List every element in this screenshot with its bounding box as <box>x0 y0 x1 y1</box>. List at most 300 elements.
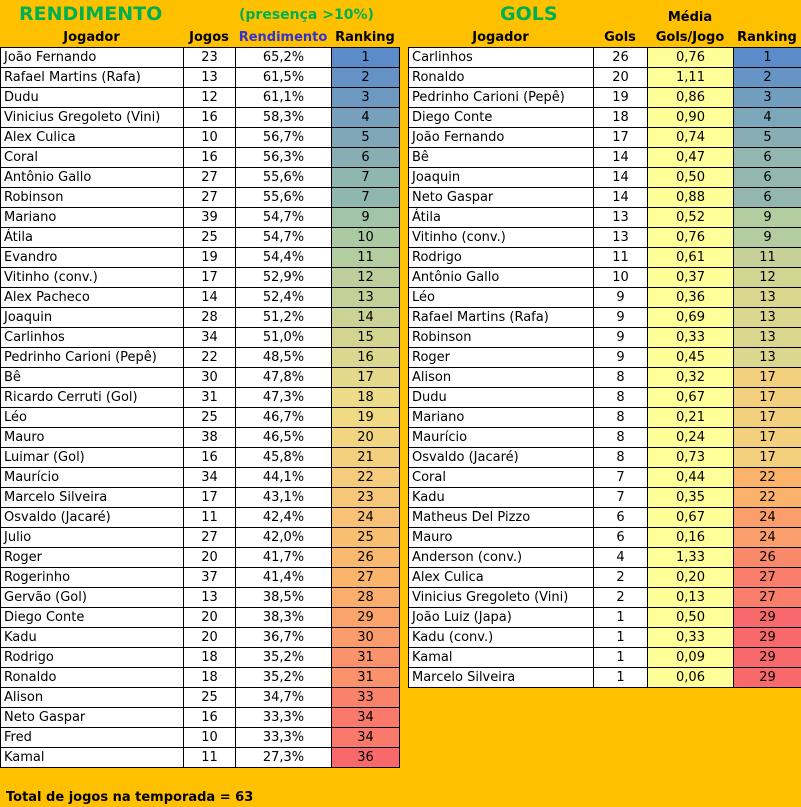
goals-per-game: 1,33 <box>648 548 734 568</box>
player-name: Rogerinho <box>1 568 184 588</box>
player-name: Léo <box>1 408 184 428</box>
table-row <box>409 228 801 248</box>
player-name: Antônio Gallo <box>409 268 594 288</box>
ranking-cell: 26 <box>734 548 801 568</box>
games-count: 11 <box>184 748 236 768</box>
player-name: Maurício <box>1 468 184 488</box>
player-name: Carlinhos <box>409 48 594 68</box>
ranking-cell: 17 <box>734 388 801 408</box>
ranking-cell: 29 <box>734 608 801 628</box>
ranking-cell: 27 <box>734 568 801 588</box>
games-count: 25 <box>184 688 236 708</box>
table-row <box>1 68 400 88</box>
table-row <box>409 388 801 408</box>
goals-per-game: 0,37 <box>648 268 734 288</box>
table-row <box>409 368 801 388</box>
ranking-cell: 7 <box>332 188 400 208</box>
ranking-cell: 2 <box>332 68 400 88</box>
ranking-cell: 9 <box>332 208 400 228</box>
rendimento-percent: 35,2% <box>236 648 332 668</box>
goals-count: 1 <box>594 628 648 648</box>
table-row <box>1 108 400 128</box>
games-count: 12 <box>184 88 236 108</box>
goals-per-game: 0,20 <box>648 568 734 588</box>
player-name: João Fernando <box>409 128 594 148</box>
table-row <box>409 628 801 648</box>
goals-per-game: 0,32 <box>648 368 734 388</box>
ranking-cell: 21 <box>332 448 400 468</box>
table-row <box>409 508 801 528</box>
player-name: Vitinho (conv.) <box>1 268 184 288</box>
ranking-cell: 13 <box>734 308 801 328</box>
goals-count: 7 <box>594 468 648 488</box>
rendimento-percent: 56,3% <box>236 148 332 168</box>
table-row <box>409 608 801 628</box>
player-name: Marcelo Silveira <box>1 488 184 508</box>
player-name: Alex Culica <box>409 568 594 588</box>
rendimento-percent: 47,3% <box>236 388 332 408</box>
player-name: Diego Conte <box>1 608 184 628</box>
ranking-cell: 24 <box>734 528 801 548</box>
ranking-cell: 27 <box>734 588 801 608</box>
games-count: 11 <box>184 508 236 528</box>
goals-per-game: 0,74 <box>648 128 734 148</box>
player-name: Kamal <box>1 748 184 768</box>
ranking-cell: 11 <box>734 248 801 268</box>
table-row <box>409 248 801 268</box>
player-name: Rodrigo <box>409 248 594 268</box>
ranking-cell: 22 <box>734 468 801 488</box>
table-row <box>1 708 400 728</box>
ranking-cell: 28 <box>332 588 400 608</box>
goals-per-game: 0,52 <box>648 208 734 228</box>
ranking-cell: 24 <box>734 508 801 528</box>
col-header-rendimento: Rendimento <box>238 30 328 45</box>
table-row <box>1 728 400 748</box>
player-name: Vitinho (conv.) <box>409 228 594 248</box>
table-row <box>409 588 801 608</box>
games-count: 18 <box>184 648 236 668</box>
table-row <box>409 288 801 308</box>
ranking-cell: 30 <box>332 628 400 648</box>
player-name: Mariano <box>1 208 184 228</box>
table-row <box>1 188 400 208</box>
goals-per-game: 0,76 <box>648 48 734 68</box>
col-header-gols-por-jogo: Gols/Jogo <box>655 30 725 45</box>
table-row <box>409 468 801 488</box>
rendimento-percent: 46,5% <box>236 428 332 448</box>
ranking-cell: 26 <box>332 548 400 568</box>
goals-count: 8 <box>594 388 648 408</box>
total-games-label: Total de jogos na temporada = <box>6 790 231 805</box>
player-name: Rafael Martins (Rafa) <box>1 68 184 88</box>
table-row <box>409 68 801 88</box>
player-name: Osvaldo (Jacaré) <box>409 448 594 468</box>
ranking-cell: 5 <box>734 128 801 148</box>
table-row <box>409 168 801 188</box>
table-row <box>409 208 801 228</box>
ranking-cell: 4 <box>734 108 801 128</box>
player-name: Alex Pacheco <box>1 288 184 308</box>
goals-per-game: 0,06 <box>648 668 734 688</box>
gols-title: GOLS <box>500 3 558 25</box>
rendimento-percent: 41,4% <box>236 568 332 588</box>
rendimento-percent: 61,1% <box>236 88 332 108</box>
player-name: Roger <box>1 548 184 568</box>
table-row <box>409 428 801 448</box>
games-count: 38 <box>184 428 236 448</box>
rendimento-percent: 43,1% <box>236 488 332 508</box>
ranking-cell: 19 <box>332 408 400 428</box>
player-name: Roger <box>409 348 594 368</box>
goals-count: 9 <box>594 308 648 328</box>
player-name: Rafael Martins (Rafa) <box>409 308 594 328</box>
games-count: 31 <box>184 388 236 408</box>
table-row <box>409 568 801 588</box>
player-name: Marcelo Silveira <box>409 668 594 688</box>
goals-count: 11 <box>594 248 648 268</box>
table-row <box>1 688 400 708</box>
goals-count: 8 <box>594 368 648 388</box>
rendimento-percent: 52,4% <box>236 288 332 308</box>
games-count: 10 <box>184 728 236 748</box>
goals-per-game: 0,76 <box>648 228 734 248</box>
games-count: 37 <box>184 568 236 588</box>
ranking-cell: 12 <box>332 268 400 288</box>
goals-count: 9 <box>594 348 648 368</box>
player-name: Mariano <box>409 408 594 428</box>
games-count: 20 <box>184 548 236 568</box>
goals-per-game: 0,24 <box>648 428 734 448</box>
table-row <box>1 668 400 688</box>
media-label: Média <box>667 10 713 25</box>
rendimento-percent: 54,7% <box>236 228 332 248</box>
goals-count: 8 <box>594 428 648 448</box>
rendimento-percent: 55,6% <box>236 168 332 188</box>
table-row <box>409 308 801 328</box>
goals-count: 14 <box>594 148 648 168</box>
col-header-jogador: Jogador <box>63 30 120 45</box>
player-name: Fred <box>1 728 184 748</box>
goals-per-game: 0,88 <box>648 188 734 208</box>
player-name: Coral <box>1 148 184 168</box>
ranking-cell: 2 <box>734 68 801 88</box>
rendimento-table <box>0 47 400 768</box>
table-row <box>1 448 400 468</box>
games-count: 34 <box>184 328 236 348</box>
rendimento-title: RENDIMENTO <box>19 3 163 25</box>
player-name: Neto Gaspar <box>1 708 184 728</box>
rendimento-percent: 54,7% <box>236 208 332 228</box>
goals-count: 1 <box>594 668 648 688</box>
ranking-cell: 13 <box>332 288 400 308</box>
table-row <box>409 128 801 148</box>
ranking-cell: 16 <box>332 348 400 368</box>
player-name: Dudu <box>1 88 184 108</box>
goals-count: 8 <box>594 408 648 428</box>
goals-per-game: 0,35 <box>648 488 734 508</box>
games-count: 28 <box>184 308 236 328</box>
rendimento-percent: 55,6% <box>236 188 332 208</box>
rendimento-percent: 46,7% <box>236 408 332 428</box>
player-name: Neto Gaspar <box>409 188 594 208</box>
player-name: Dudu <box>409 388 594 408</box>
ranking-cell: 11 <box>332 248 400 268</box>
rendimento-percent: 42,4% <box>236 508 332 528</box>
table-row <box>1 748 400 768</box>
goals-count: 26 <box>594 48 648 68</box>
ranking-cell: 27 <box>332 568 400 588</box>
rendimento-percent: 34,7% <box>236 688 332 708</box>
ranking-cell: 34 <box>332 728 400 748</box>
table-row <box>1 608 400 628</box>
goals-per-game: 0,61 <box>648 248 734 268</box>
player-name: Bê <box>409 148 594 168</box>
table-row <box>409 188 801 208</box>
total-games <box>6 790 253 805</box>
goals-count: 9 <box>594 288 648 308</box>
ranking-cell: 22 <box>734 488 801 508</box>
ranking-cell: 25 <box>332 528 400 548</box>
games-count: 25 <box>184 228 236 248</box>
player-name: Robinson <box>409 328 594 348</box>
goals-count: 2 <box>594 588 648 608</box>
player-name: João Fernando <box>1 48 184 68</box>
col-header-jogos: Jogos <box>189 30 229 45</box>
ranking-cell: 31 <box>332 668 400 688</box>
games-count: 19 <box>184 248 236 268</box>
table-row <box>409 348 801 368</box>
rendimento-percent: 54,4% <box>236 248 332 268</box>
player-name: Anderson (conv.) <box>409 548 594 568</box>
games-count: 14 <box>184 288 236 308</box>
player-name: Matheus Del Pizzo <box>409 508 594 528</box>
goals-per-game: 0,90 <box>648 108 734 128</box>
table-row <box>1 168 400 188</box>
ranking-cell: 4 <box>332 108 400 128</box>
rendimento-percent: 38,5% <box>236 588 332 608</box>
table-row <box>409 148 801 168</box>
player-name: Pedrinho Carioni (Pepê) <box>1 348 184 368</box>
ranking-cell: 13 <box>734 328 801 348</box>
games-count: 20 <box>184 608 236 628</box>
ranking-cell: 29 <box>734 628 801 648</box>
table-row <box>1 408 400 428</box>
presence-subtitle: (presença >10%) <box>239 7 374 23</box>
games-count: 39 <box>184 208 236 228</box>
table-row <box>1 208 400 228</box>
games-count: 16 <box>184 108 236 128</box>
table-row <box>1 588 400 608</box>
goals-count: 17 <box>594 128 648 148</box>
player-name: João Luiz (Japa) <box>409 608 594 628</box>
table-row <box>409 108 801 128</box>
rendimento-percent: 35,2% <box>236 668 332 688</box>
games-count: 10 <box>184 128 236 148</box>
rendimento-percent: 51,2% <box>236 308 332 328</box>
player-name: Átila <box>409 208 594 228</box>
ranking-cell: 17 <box>734 408 801 428</box>
table-row <box>1 488 400 508</box>
games-count: 27 <box>184 168 236 188</box>
player-name: Gervão (Gol) <box>1 588 184 608</box>
player-name: Luimar (Gol) <box>1 448 184 468</box>
table-row <box>1 368 400 388</box>
table-row <box>1 48 400 68</box>
ranking-cell: 17 <box>332 368 400 388</box>
table-row <box>409 48 801 68</box>
player-name: Vinicius Gregoleto (Vini) <box>1 108 184 128</box>
rendimento-percent: 27,3% <box>236 748 332 768</box>
col-header-ranking: Ranking <box>335 30 395 45</box>
goals-count: 14 <box>594 188 648 208</box>
goals-per-game: 0,47 <box>648 148 734 168</box>
games-count: 17 <box>184 268 236 288</box>
goals-count: 1 <box>594 608 648 628</box>
col-header-gols: Gols <box>604 30 636 45</box>
ranking-cell: 29 <box>734 668 801 688</box>
ranking-cell: 3 <box>332 88 400 108</box>
games-count: 34 <box>184 468 236 488</box>
games-count: 23 <box>184 48 236 68</box>
games-count: 27 <box>184 528 236 548</box>
ranking-cell: 33 <box>332 688 400 708</box>
col-header-jogador-gols: Jogador <box>472 30 529 45</box>
ranking-cell: 20 <box>332 428 400 448</box>
goals-per-game: 0,36 <box>648 288 734 308</box>
rendimento-percent: 45,8% <box>236 448 332 468</box>
table-row <box>1 128 400 148</box>
ranking-cell: 6 <box>734 188 801 208</box>
ranking-cell: 6 <box>332 148 400 168</box>
ranking-cell: 31 <box>332 648 400 668</box>
games-count: 25 <box>184 408 236 428</box>
ranking-cell: 18 <box>332 388 400 408</box>
player-name: Kadu <box>1 628 184 648</box>
ranking-cell: 17 <box>734 368 801 388</box>
goals-per-game: 0,67 <box>648 388 734 408</box>
player-name: Kamal <box>409 648 594 668</box>
games-count: 20 <box>184 628 236 648</box>
table-row <box>1 468 400 488</box>
goals-count: 10 <box>594 268 648 288</box>
games-count: 13 <box>184 68 236 88</box>
table-row <box>1 268 400 288</box>
goals-per-game: 0,21 <box>648 408 734 428</box>
table-row <box>1 628 400 648</box>
ranking-cell: 24 <box>332 508 400 528</box>
rendimento-percent: 44,1% <box>236 468 332 488</box>
table-row <box>409 668 801 688</box>
player-name: Pedrinho Carioni (Pepê) <box>409 88 594 108</box>
goals-count: 14 <box>594 168 648 188</box>
player-name: Evandro <box>1 248 184 268</box>
col-header-ranking-gols: Ranking <box>737 30 797 45</box>
ranking-cell: 6 <box>734 148 801 168</box>
rendimento-percent: 52,9% <box>236 268 332 288</box>
table-row <box>1 308 400 328</box>
table-row <box>409 328 801 348</box>
ranking-cell: 29 <box>734 648 801 668</box>
ranking-cell: 34 <box>332 708 400 728</box>
goals-count: 1 <box>594 648 648 668</box>
table-row <box>1 548 400 568</box>
ranking-cell: 7 <box>332 168 400 188</box>
ranking-cell: 17 <box>734 428 801 448</box>
ranking-cell: 23 <box>332 488 400 508</box>
ranking-cell: 5 <box>332 128 400 148</box>
player-name: Carlinhos <box>1 328 184 348</box>
ranking-cell: 12 <box>734 268 801 288</box>
goals-count: 19 <box>594 88 648 108</box>
player-name: Osvaldo (Jacaré) <box>1 508 184 528</box>
table-row <box>409 448 801 468</box>
rendimento-percent: 33,3% <box>236 708 332 728</box>
player-name: Kadu <box>409 488 594 508</box>
goals-per-game: 0,13 <box>648 588 734 608</box>
goals-count: 2 <box>594 568 648 588</box>
player-name: Coral <box>409 468 594 488</box>
games-count: 16 <box>184 708 236 728</box>
table-row <box>1 348 400 368</box>
player-name: Ronaldo <box>409 68 594 88</box>
player-name: Léo <box>409 288 594 308</box>
player-name: Diego Conte <box>409 108 594 128</box>
player-name: Vinicius Gregoleto (Vini) <box>409 588 594 608</box>
player-name: Joaquin <box>1 308 184 328</box>
table-row <box>409 488 801 508</box>
player-name: Julio <box>1 528 184 548</box>
goals-per-game: 0,16 <box>648 528 734 548</box>
gols-table <box>408 47 801 688</box>
player-name: Alison <box>1 688 184 708</box>
table-row <box>409 648 801 668</box>
goals-per-game: 0,44 <box>648 468 734 488</box>
player-name: Antônio Gallo <box>1 168 184 188</box>
goals-count: 9 <box>594 328 648 348</box>
total-games-value: 63 <box>235 790 254 805</box>
games-count: 22 <box>184 348 236 368</box>
games-count: 13 <box>184 588 236 608</box>
table-row <box>409 408 801 428</box>
goals-count: 8 <box>594 448 648 468</box>
goals-per-game: 0,86 <box>648 88 734 108</box>
ranking-cell: 22 <box>332 468 400 488</box>
table-row <box>1 88 400 108</box>
games-count: 18 <box>184 668 236 688</box>
table-row <box>1 388 400 408</box>
ranking-cell: 14 <box>332 308 400 328</box>
goals-count: 4 <box>594 548 648 568</box>
ranking-cell: 6 <box>734 168 801 188</box>
goals-per-game: 0,45 <box>648 348 734 368</box>
player-name: Rodrigo <box>1 648 184 668</box>
table-row <box>1 248 400 268</box>
ranking-cell: 3 <box>734 88 801 108</box>
goals-count: 7 <box>594 488 648 508</box>
ranking-cell: 13 <box>734 348 801 368</box>
rendimento-percent: 33,3% <box>236 728 332 748</box>
ranking-cell: 1 <box>734 48 801 68</box>
ranking-cell: 29 <box>332 608 400 628</box>
table-row <box>409 88 801 108</box>
goals-count: 20 <box>594 68 648 88</box>
goals-count: 18 <box>594 108 648 128</box>
player-name: Kadu (conv.) <box>409 628 594 648</box>
goals-per-game: 0,50 <box>648 168 734 188</box>
player-name: Ronaldo <box>1 668 184 688</box>
table-row <box>409 528 801 548</box>
